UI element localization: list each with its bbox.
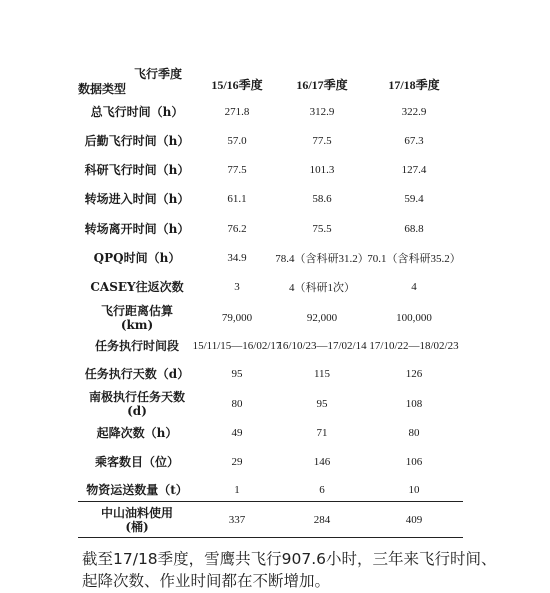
table-cell: 146 [313, 456, 331, 468]
table-cell: 61.1 [227, 193, 247, 205]
table-cell: 106 [405, 456, 423, 468]
row-label: 科研飞行时间（h） [84, 163, 190, 177]
table-cell: 49 [231, 427, 243, 439]
table-cell: 76.2 [227, 223, 247, 235]
table-cell: 15/11/15—16/02/17 [192, 340, 282, 352]
table-cell: 284 [313, 514, 331, 526]
table-cell: 77.5 [227, 164, 247, 176]
table-cell: 80 [408, 427, 420, 439]
row-label: 飞行距离估算 (km) [100, 304, 173, 332]
table-cell: 127.4 [401, 164, 427, 176]
table-cell: 67.3 [404, 135, 424, 147]
corner-label-data-type: 数据类型 [78, 82, 127, 96]
table-cell: 17/10/22—18/02/23 [369, 340, 459, 352]
row-label: 转场离开时间（h） [84, 222, 190, 236]
row-label: 乘客数目（位） [94, 455, 179, 469]
table-cell: 1 [234, 484, 240, 496]
row-label: 物资运送数量（t） [86, 483, 188, 497]
row-label: QPQ时间（h） [93, 251, 181, 265]
table-cell: 10 [408, 484, 420, 496]
table-cell: 337 [228, 514, 246, 526]
table-cell: 71 [316, 427, 328, 439]
table-cell: 16/10/23—17/02/14 [277, 340, 367, 352]
table-cell: 322.9 [401, 106, 427, 118]
table-cell: 312.9 [309, 106, 335, 118]
row-label: 南极执行任务天数 (d) [88, 390, 185, 418]
table-cell: 101.3 [309, 164, 335, 176]
table-cell: 126 [405, 368, 423, 380]
table-cell: 80 [231, 398, 243, 410]
table-cell: 95 [231, 368, 243, 380]
column-header-3: 17/18季度 [388, 78, 440, 92]
table-cell: 100,000 [396, 312, 432, 324]
table-cell: 79,000 [221, 312, 253, 324]
corner-label-season: 飞行季度 [134, 67, 183, 81]
table-cell: 92,000 [306, 312, 338, 324]
footer-paragraph: 截至17/18季度，雪鹰共飞行907.6小时，三年来飞行时间、起降次数、作业时间都在不断增加。 [82, 550, 497, 590]
table-cell: 108 [405, 398, 423, 410]
table-divider [78, 501, 463, 502]
table-corner-header [78, 60, 198, 100]
table-cell: 409 [405, 514, 423, 526]
table-cell: 115 [313, 368, 331, 380]
row-label: 转场进入时间（h） [84, 192, 190, 206]
table-cell: 77.5 [312, 135, 332, 147]
table-cell: 271.8 [224, 106, 250, 118]
table-cell: 59.4 [404, 193, 424, 205]
table-cell: 3 [234, 281, 240, 293]
table-cell: 58.6 [312, 193, 332, 205]
row-label: CASEY往返次数 [90, 280, 184, 294]
table-cell: 95 [316, 398, 328, 410]
row-label: 任务执行时间段 [94, 339, 179, 353]
table-cell: 6 [319, 484, 325, 496]
table-cell: 4 [411, 281, 417, 293]
table-cell: 78.4（含科研31.2） [275, 253, 369, 265]
table-cell: 29 [231, 456, 243, 468]
row-label: 总飞行时间（h） [90, 105, 184, 119]
table-bottom-rule [78, 537, 463, 538]
table-cell: 57.0 [227, 135, 247, 147]
table-cell: 34.9 [227, 252, 247, 264]
column-header-1: 15/16季度 [211, 78, 263, 92]
row-label: 起降次数（h） [96, 426, 178, 440]
row-label: 任务执行天数（d） [84, 367, 190, 381]
table-cell: 75.5 [312, 223, 332, 235]
row-label: 中山油料使用 (桶) [100, 506, 173, 534]
table-cell: 68.8 [404, 223, 424, 235]
table-cell: 4（科研1次） [289, 282, 355, 294]
column-header-2: 16/17季度 [296, 78, 348, 92]
table-cell: 70.1（含科研35.2） [367, 253, 461, 265]
row-label: 后勤飞行时间（h） [84, 134, 190, 148]
